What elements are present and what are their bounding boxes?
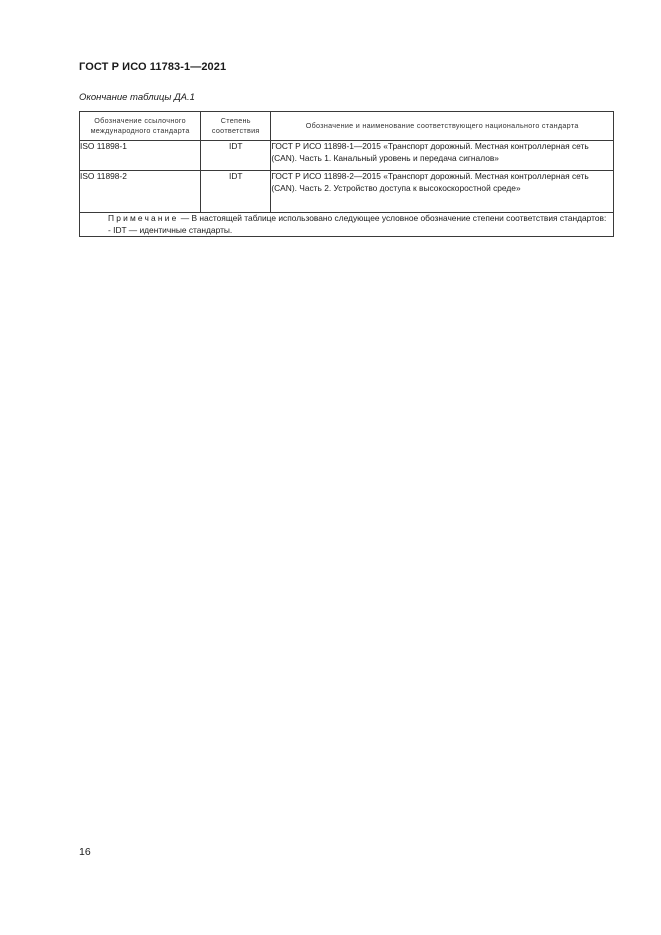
cell-ref: ISO 11898-1 (80, 141, 201, 171)
table-caption: Окончание таблицы ДА.1 (79, 92, 195, 103)
column-header-name: Обозначение и наименование соответствующего национального стандарта (271, 112, 614, 141)
document-header: ГОСТ Р ИСО 11783-1—2021 (79, 61, 227, 73)
cell-national-standard: ГОСТ Р ИСО 11898-1—2015 «Транспорт дорожный. Местная контроллерная сеть (CAN). Часть 1. Канальный уровень и передача сигналов» (271, 141, 614, 171)
column-header-ref: Обозначение ссылочного международного стандарта (80, 112, 201, 141)
table-note-row (80, 213, 614, 237)
note-text: — В настоящей таблице использовано следующее условное обозначение степени соответствия стандартов: (178, 213, 607, 223)
table-note (80, 213, 614, 237)
cell-degree: IDT (201, 171, 271, 213)
table-row (80, 171, 614, 213)
note-paragraph (80, 213, 613, 225)
cell-national-standard: ГОСТ Р ИСО 11898-2—2015 «Транспорт дорожный. Местная контроллерная сеть (CAN). Часть 2. Устройство доступа к высокоскоростной среде» (271, 171, 614, 213)
table-header-row (80, 112, 614, 141)
cell-ref: ISO 11898-2 (80, 171, 201, 213)
note-label: Примечание (108, 213, 179, 223)
note-list-item: - IDT — идентичные стандарты. (108, 224, 233, 235)
column-header-degree: Степень соответствия (201, 112, 271, 141)
table-row (80, 141, 614, 171)
cell-degree: IDT (201, 141, 271, 171)
standards-table (79, 111, 614, 237)
page-number: 16 (79, 846, 91, 858)
